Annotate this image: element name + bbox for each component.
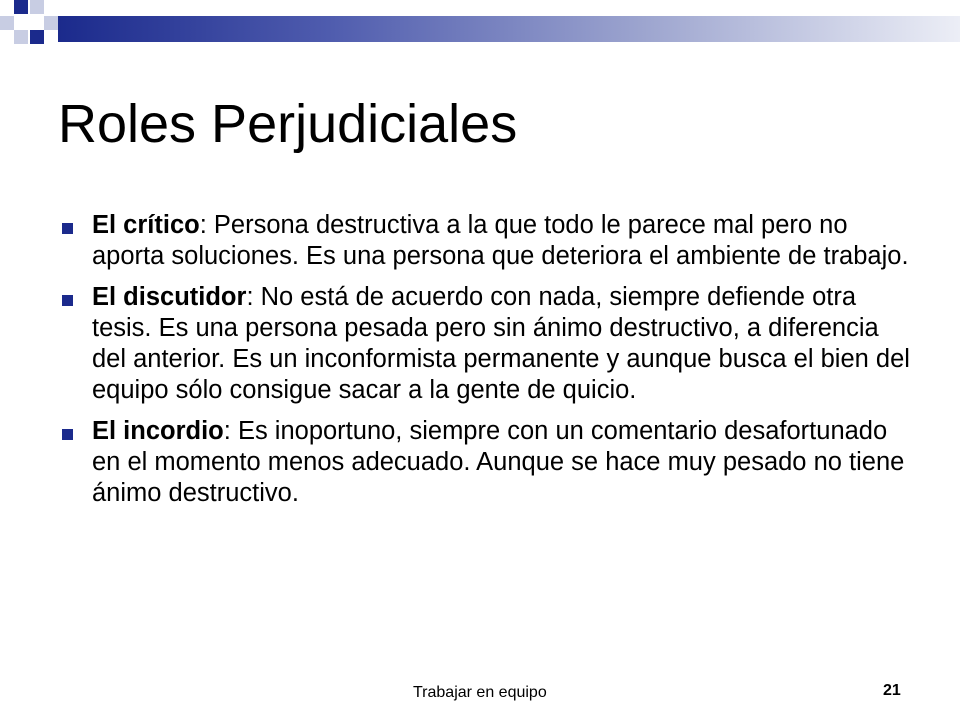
bullet-text: Es inoportuno, siempre con un comentario desafortunado en el momento menos adecuado. Aunque se hace muy pesado no tiene ánimo destructivo.: [92, 417, 905, 507]
square-bullet-icon: [62, 223, 73, 234]
bullet-item-critico: [58, 210, 918, 272]
square-bullet-icon: [62, 429, 73, 440]
bullet-term: El discutidor: [92, 283, 247, 311]
bullet-text: Persona destructiva a la que todo le parece mal pero no aporta soluciones. Es una persona que deteriora el ambiente de trabajo.: [92, 211, 909, 270]
corner-square-2: [30, 0, 44, 14]
slide-title: Roles Perjudiciales: [58, 94, 518, 154]
bullet-item-discutidor: [58, 282, 918, 406]
bullet-separator: :: [246, 283, 254, 311]
bullet-separator: :: [223, 417, 231, 445]
corner-square-1: [14, 0, 28, 14]
page-number: 21: [883, 682, 901, 699]
bullet-list: [58, 210, 918, 519]
bullet-item-incordio: [58, 416, 918, 509]
bullet-separator: :: [199, 211, 207, 239]
corner-square-6: [44, 16, 58, 30]
bullet-term: El crítico: [92, 211, 200, 239]
header-gradient-bar: [58, 16, 960, 42]
corner-square-3: [0, 16, 14, 30]
square-bullet-icon: [62, 295, 73, 306]
corner-square-5: [30, 30, 44, 44]
bullet-term: El incordio: [92, 417, 224, 445]
corner-square-4: [14, 30, 28, 44]
bullet-text: No está de acuerdo con nada, siempre defiende otra tesis. Es una persona pesada pero sin ánimo destructivo, a diferencia del anterior. Es un inconformista permanente y aunque busca el bien del equipo sólo consigue sacar a la gente de quicio.: [92, 283, 910, 404]
footer-text: Trabajar en equipo: [413, 684, 547, 701]
